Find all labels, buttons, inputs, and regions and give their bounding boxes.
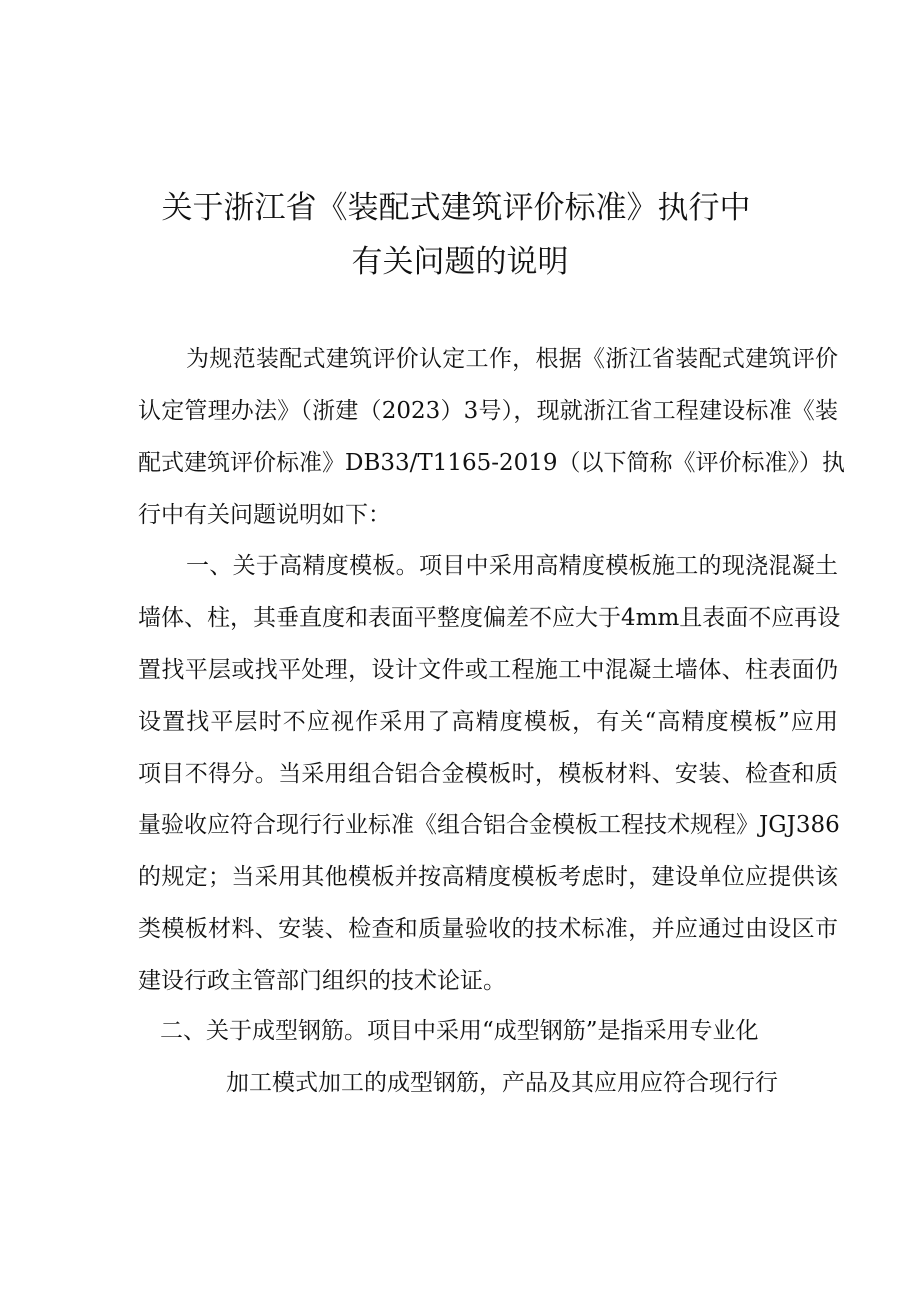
paragraph-formwork-line: 墙体、柱，其垂直度和表面平整度偏差不应大于4mm且表面不应再设 [138, 605, 841, 631]
document-title-line-2: 有关问题的说明 [351, 244, 569, 280]
document-title-line-1: 关于浙江省《装配式建筑评价标准》执行中 [161, 190, 751, 226]
paragraph-intro-line: 为规范装配式建筑评价认定工作，根据《浙江省装配式建筑评价 [186, 346, 838, 372]
paragraph-intro-line: 配式建筑评价标准》DB33/T1165-2019（以下简称《评价标准》）执 [138, 450, 846, 476]
paragraph-formwork-line: 项目不得分。当采用组合铝合金模板时，模板材料、安装、检查和质 [138, 761, 838, 787]
paragraph-rebar-line: 二、关于成型钢筋。项目中采用“成型钢筋”是指采用专业化 [160, 1018, 759, 1044]
paragraph-intro-line: 行中有关问题说明如下： [138, 502, 391, 528]
paragraph-intro-line: 认定管理办法》（浙建（2023）3号），现就浙江省工程建设标准《装 [138, 398, 838, 424]
paragraph-formwork-line: 置找平层或找平处理，设计文件或工程施工中混凝土墙体、柱表面仍 [138, 657, 838, 683]
paragraph-formwork-line: 量验收应符合现行行业标准《组合铝合金模板工程技术规程》JGJ386 [138, 812, 840, 838]
paragraph-rebar-line: 加工模式加工的成型钢筋，产品及其应用应符合现行行 [226, 1070, 778, 1096]
paragraph-formwork-line: 类模板材料、安装、检查和质量验收的技术标准，并应通过由设区市 [138, 916, 838, 942]
paragraph-formwork-line: 的规定；当采用其他模板并按高精度模板考虑时，建设单位应提供该 [138, 864, 838, 890]
paragraph-formwork-line: 建设行政主管部门组织的技术论证。 [138, 968, 506, 994]
paragraph-formwork-line: 设置找平层时不应视作采用了高精度模板，有关“高精度模板”应用 [138, 709, 838, 735]
paragraph-formwork-line: 一、关于高精度模板。项目中采用高精度模板施工的现浇混凝土 [186, 553, 838, 579]
